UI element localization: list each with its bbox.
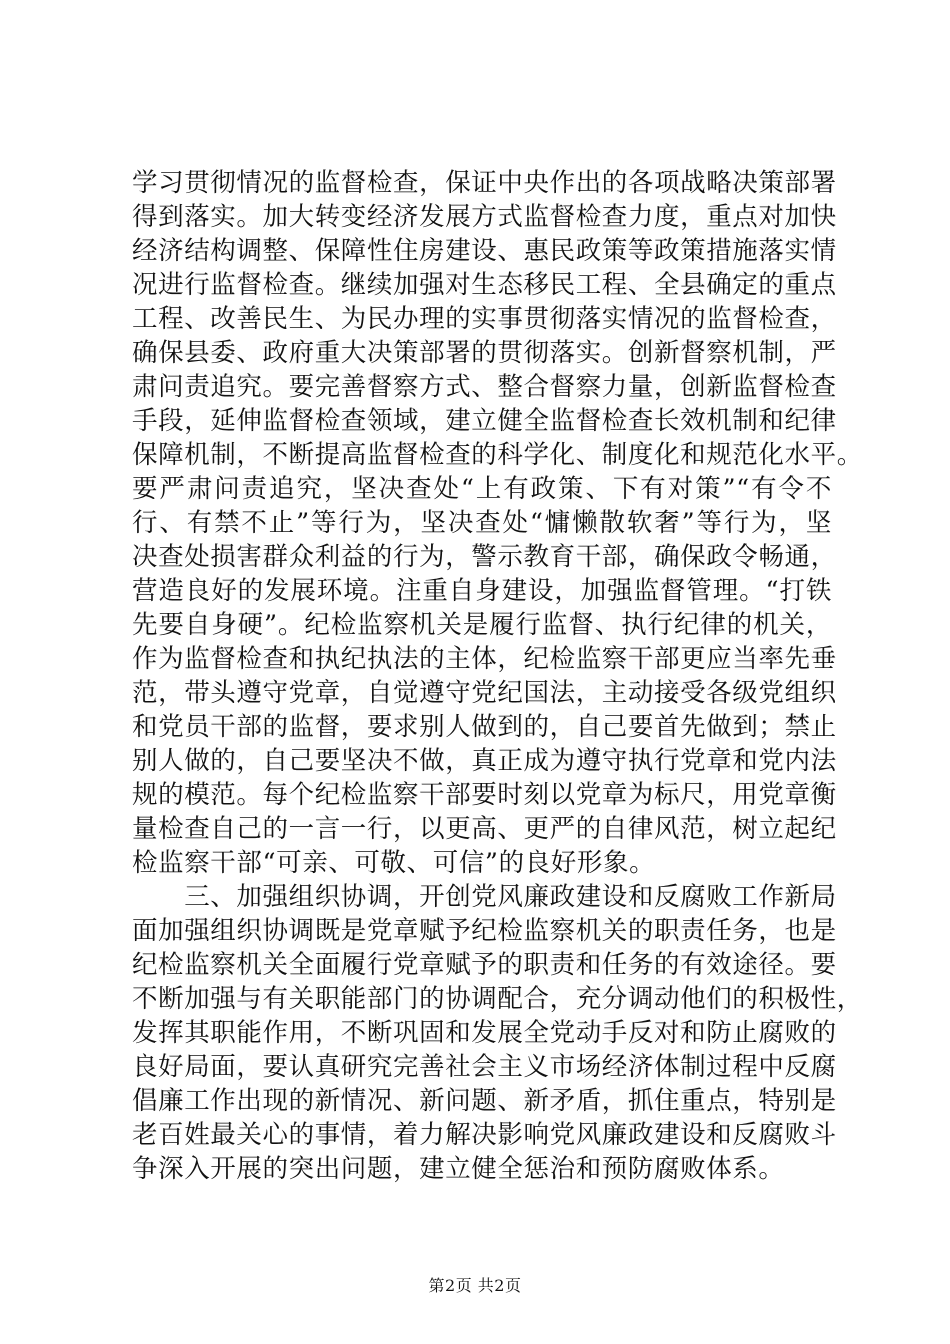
text-line: 纪检监察机关全面履行党章赋予的职责和任务的有效途径。要 xyxy=(132,950,837,980)
text-line: 检监察干部“可亲、可敬、可信”的良好形象。 xyxy=(132,848,656,878)
text-line: 发挥其职能作用，不断巩固和发展全党动手反对和防止腐败的 xyxy=(132,1018,837,1048)
text-line: 经济结构调整、保障性住房建设、惠民政策等政策措施落实情 xyxy=(132,236,837,266)
text-line: 况进行监督检查。继续加强对生态移民工程、全县确定的重点 xyxy=(132,270,837,300)
text-line: 倡廉工作出现的新情况、新问题、新矛盾，抓住重点，特别是 xyxy=(132,1086,837,1116)
text-line: 量检查自己的一言一行，以更高、更严的自律风范，树立起纪 xyxy=(132,814,837,844)
text-line: 和党员干部的监督，要求别人做到的，自己要首先做到；禁止 xyxy=(132,712,837,742)
text-line: 营造良好的发展环境。注重自身建设，加强监督管理。“打铁 xyxy=(132,576,832,606)
page-number-footer: 第2页 共2页 xyxy=(428,1276,522,1295)
text-line: 不断加强与有关职能部门的协调配合，充分调动他们的积极性， xyxy=(132,984,863,1014)
text-line: 别人做的，自己要坚决不做，真正成为遵守执行党章和党内法 xyxy=(132,746,837,776)
text-line: 争深入开展的突出问题，建立健全惩治和预防腐败体系。 xyxy=(132,1154,785,1184)
text-line: 确保县委、政府重大决策部署的贯彻落实。创新督察机制，严 xyxy=(132,338,837,368)
text-line: 作为监督检查和执纪执法的主体，纪检监察干部更应当率先垂 xyxy=(132,644,837,674)
text-line: 学习贯彻情况的监督检查，保证中央作出的各项战略决策部署 xyxy=(132,168,837,198)
text-line: 要严肃问责追究，坚决查处“上有政策、下有对策”“有令不 xyxy=(132,474,832,504)
text-line: 肃问责追究。要完善督察方式、整合督察力量，创新监督检查 xyxy=(132,372,837,402)
text-line: 范，带头遵守党章，自觉遵守党纪国法，主动接受各级党组织 xyxy=(132,678,837,708)
text-line: 手段，延伸监督检查领域，建立健全监督检查长效机制和纪律 xyxy=(132,406,837,436)
text-line: 工程、改善民生、为民办理的实事贯彻落实情况的监督检查， xyxy=(132,304,837,334)
section-heading-line: 三、加强组织协调，开创党风廉政建设和反腐败工作新局 xyxy=(132,882,837,912)
text-line: 良好局面，要认真研究完善社会主义市场经济体制过程中反腐 xyxy=(132,1052,837,1082)
text-line: 面加强组织协调既是党章赋予纪检监察机关的职责任务，也是 xyxy=(132,916,837,946)
text-line: 决查处损害群众利益的行为，警示教育干部，确保政令畅通， xyxy=(132,542,837,572)
text-line: 得到落实。加大转变经济发展方式监督检查力度，重点对加快 xyxy=(132,202,837,232)
body-text xyxy=(132,166,863,1186)
text-line: 规的模范。每个纪检监察干部要时刻以党章为标尺，用党章衡 xyxy=(132,780,837,810)
text-line: 行、有禁不止”等行为，坚决查处“慵懒散软奢”等行为，坚 xyxy=(132,508,832,538)
text-line: 保障机制，不断提高监督检查的科学化、制度化和规范化水平。 xyxy=(132,440,863,470)
text-line: 老百姓最关心的事情，着力解决影响党风廉政建设和反腐败斗 xyxy=(132,1120,837,1150)
text-line: 先要自身硬”。纪检监察机关是履行监督、执行纪律的机关， xyxy=(132,610,832,640)
